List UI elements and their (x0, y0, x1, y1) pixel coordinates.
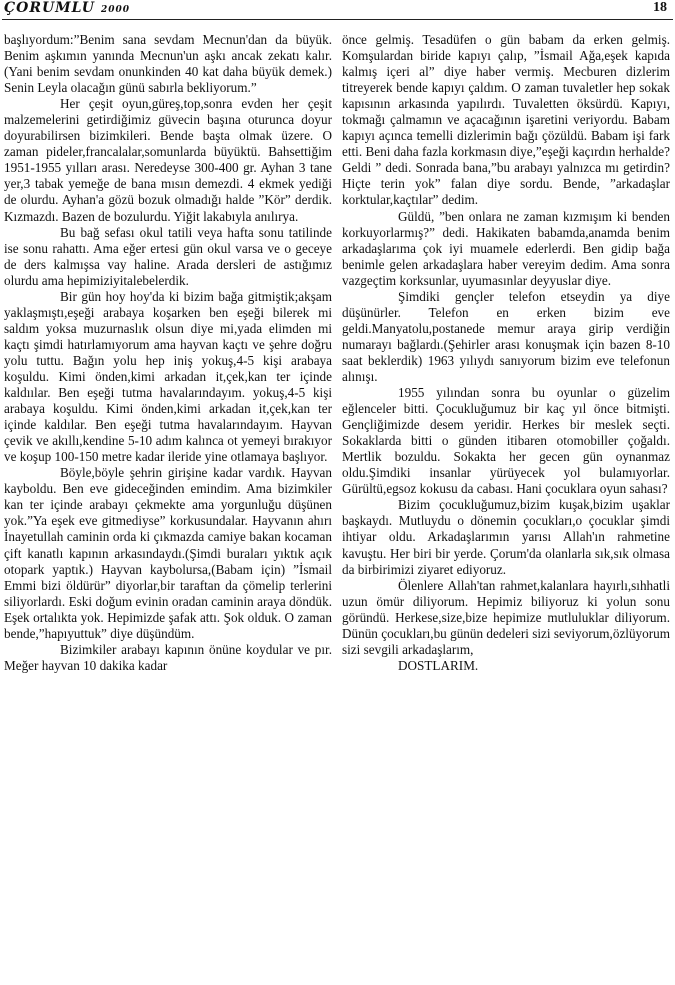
paragraph: önce gelmiş. Tesadüfen o gün babam da erken gelmiş. Komşulardan biride kapıyı çalıp, ”İsmail Ağa,eşek kapıda kalmış içeri al” diye haber vermiş. Mecburen dizlerim titreyerek bende kapıyı çaldım. O zaman tuvaletler hep sokak kapısının arkasında yapılırdı. Tuvaletten öksürdü. Kapıyı, tokmağı çalmamın ve açacağının işaretini veriyordu. Babam kapıyı açınca temelli dizlerimin bağı çözüldü. Babam işi fark etti. Beni daha fazla korkmasın diye,”eşeği kaçırdın herhalde? Geldi ” dedi. Sonrada bana,”bu arabayı yalnızca mı getirdin? Hiçte terin yok” falan diye sordu. Bende, ”arkadaşlar korktular,kaçtılar” dedim. (342, 32, 670, 208)
paragraph: Ölenlere Allah'tan rahmet,kalanlara hayırlı,sıhhatli uzun ömür diliyorum. Hepimiz biliyoruz ki yolun sonu göründü. Herkese,size,bize hepimize mutluluklar diliyorum. Dünün çocukları,bu günün dedeleri sizi seviyorum,özlüyorum sizi sevgili arkadaşlarım, (342, 577, 670, 657)
paragraph: Bizim çocukluğumuz,bizim kuşak,bizim uşaklar başkaydı. Mutluydu o dönemin çocukları,o çocuklar şimdi ihtiyar oldu. Arkadaşlarımın yarısı Allah'ın rahmetine kavuştu. Her biri bir yerde. Çorum'da olanlarla sık,sık olmasa da birbirimizi ziyaret ediyoruz. (342, 497, 670, 577)
paragraph: Böyle,böyle şehrin girişine kadar vardık. Hayvan kayboldu. Ben eve gideceğinden emindim. Ama bizimkiler kan ter içinde arabayı çekmekte ama yorgunluğu düşünen yok.”Ya eşek eve gitmediyse” korkusundalar. Hayvanın ahırı İnayetullah caminin orda ki çıkmazda camiye bakan kocaman çift kanatlı kapının arkasındaydı.(Şimdi buraları yıktık açık otopark yaptık.) Hayvan kaybolursa,(Babam için) ”İsmail Emmi bizi öldürür” diyorlar,bir taraftan da çömelip terlerini siliyorlardı. Eski doğum evinin oradan caminin araya döndük. Eşek ortalıkta yok. Hepimizde şafak attı. Şok olduk. O zaman bende,”hapıyuttuk” diye düşündüm. (4, 465, 332, 641)
paragraph: Bu bağ sefası okul tatili veya hafta sonu tatilinde ise sonu rahattı. Ama eğer ertesi gün okul varsa ve o geceye de ders kalmışsa vay haline. Arada dersleri de astığımız olurdu ama hepimiziyitalebelerdik. (4, 224, 332, 288)
paragraph: Her çeşit oyun,güreş,top,sonra evden her çeşit malzemelerini getirdiğimiz güvecin başına oturunca doyur doyurabilirsen bizimkileri. Bende başta olmak üzere. O zaman pideler,francalalar,somunlarda büyüktü. Bahsettiğim 1951-1955 yılları arası. Neredeyse 300-400 gr. Ayhan 3 tane yer,3 tabak yemeğe de bana mısın demezdi. 4 ekmek yediği de olurdu. Ayhan'a gözü bozuk olmadığı halde ”Kör” derdik. Kızmazdı. Bazen de bozulurdu. Yiğit lakabıyla anılırya. (4, 96, 332, 224)
paragraph: Bir gün hoy hoy'da ki bizim bağa gitmiştik;akşam yaklaşmıştı,eşeği arabaya koşarken ben eşeği bilerek mi saldım yoksa muzurnaslık olsun diye mi,yada elimden mi kaçtı şimdi hatırlamıyorum ama hayvan kaçtı ve şehre doğru yolu tuttu. Bağın yolu hep iniş yokuş,4-5 kişi arabaya koşuldu. Kimi önden,kimi arkadan it,çek,kan ter içinde kaldıılar. Ben eşeği tutma havalarındayım. yokuş,4-5 kişi arabaya koşuldu. Kimi önden,kimi arkadan it,çek,kan ter içinde kaldılar. Ben eşeği tutma havalarındayım. Hayvan çevik ve akıllı,kendine 5-10 adım kalınca ot yemeyi bırakıyor ve koşup 100-150 metre kadar ileride yine otlamaya başlıyor. (4, 288, 332, 465)
signature: DOSTLARIM. (398, 657, 479, 673)
magazine-logo (4, 0, 130, 16)
right-column (342, 32, 670, 674)
page-header (0, 0, 675, 20)
paragraph: Güldü, ”ben onlara ne zaman kızmışım ki benden korkuyorlarmış?” dedi. Hakikaten babamda,anamda benim arkadaşlarıma çok iyi muamele ederlerdi. Ben gidip bağa benimle gelen arkadaşlara haber vereyim dedim. Ama sonra vazgeçtim korksunlar, uyumasınlar deyyuslar diye. (342, 208, 670, 288)
header-rule (2, 19, 673, 20)
logo-text: ÇORUMLU (4, 0, 95, 16)
paragraph: 1955 yılından sonra bu oyunlar o güzelim eğlenceler bitti. Çocukluğumuz bir kaç yıl önce bitmişti. Gençliğimizde desem yeridir. Herkes bir meslek seçti. Sokaklarda bitti o günden itibaren otomobiller çoğaldı. Mertlik bozuldu. Sokakta her gecen gün oynanmaz oldu.Şimdiki insanlar yürüyecek yol bulamıyorlar. Gürültü,egsoz kokusu da cabası. Hani çocuklara oyun sahası? (342, 385, 670, 497)
left-column (4, 32, 332, 674)
paragraph: Şimdiki gençler telefon etseydin ya diye düşünürler. Telefon en erken bizim eve geldi.Manyatolu,postanede memur araya girip verdiğin numarayı bağlardı.(Şehirler arası konuşmak için bazen 8-10 saat beklerdik) 1963 yılıydı sanıyorum bizim eve telefonun alınışı. (342, 288, 670, 384)
page-number: 18 (653, 0, 667, 15)
logo-year: 2000 (100, 5, 131, 15)
paragraph: başlıyordum:”Benim sana sevdam Mecnun'dan da büyük. Benim aşkımın yanında Mecnun'un aşkı ancak zekatı kalır.(Yani benim sevdam onunkinden 40 kat daha büyük demek.) Senin Leyla olacağın günü sabırla bekliyorum.” (4, 32, 332, 96)
paragraph: Bizimkiler arabayı kapının önüne koydular ve pır. Meğer hayvan 10 dakika kadar (4, 641, 332, 673)
